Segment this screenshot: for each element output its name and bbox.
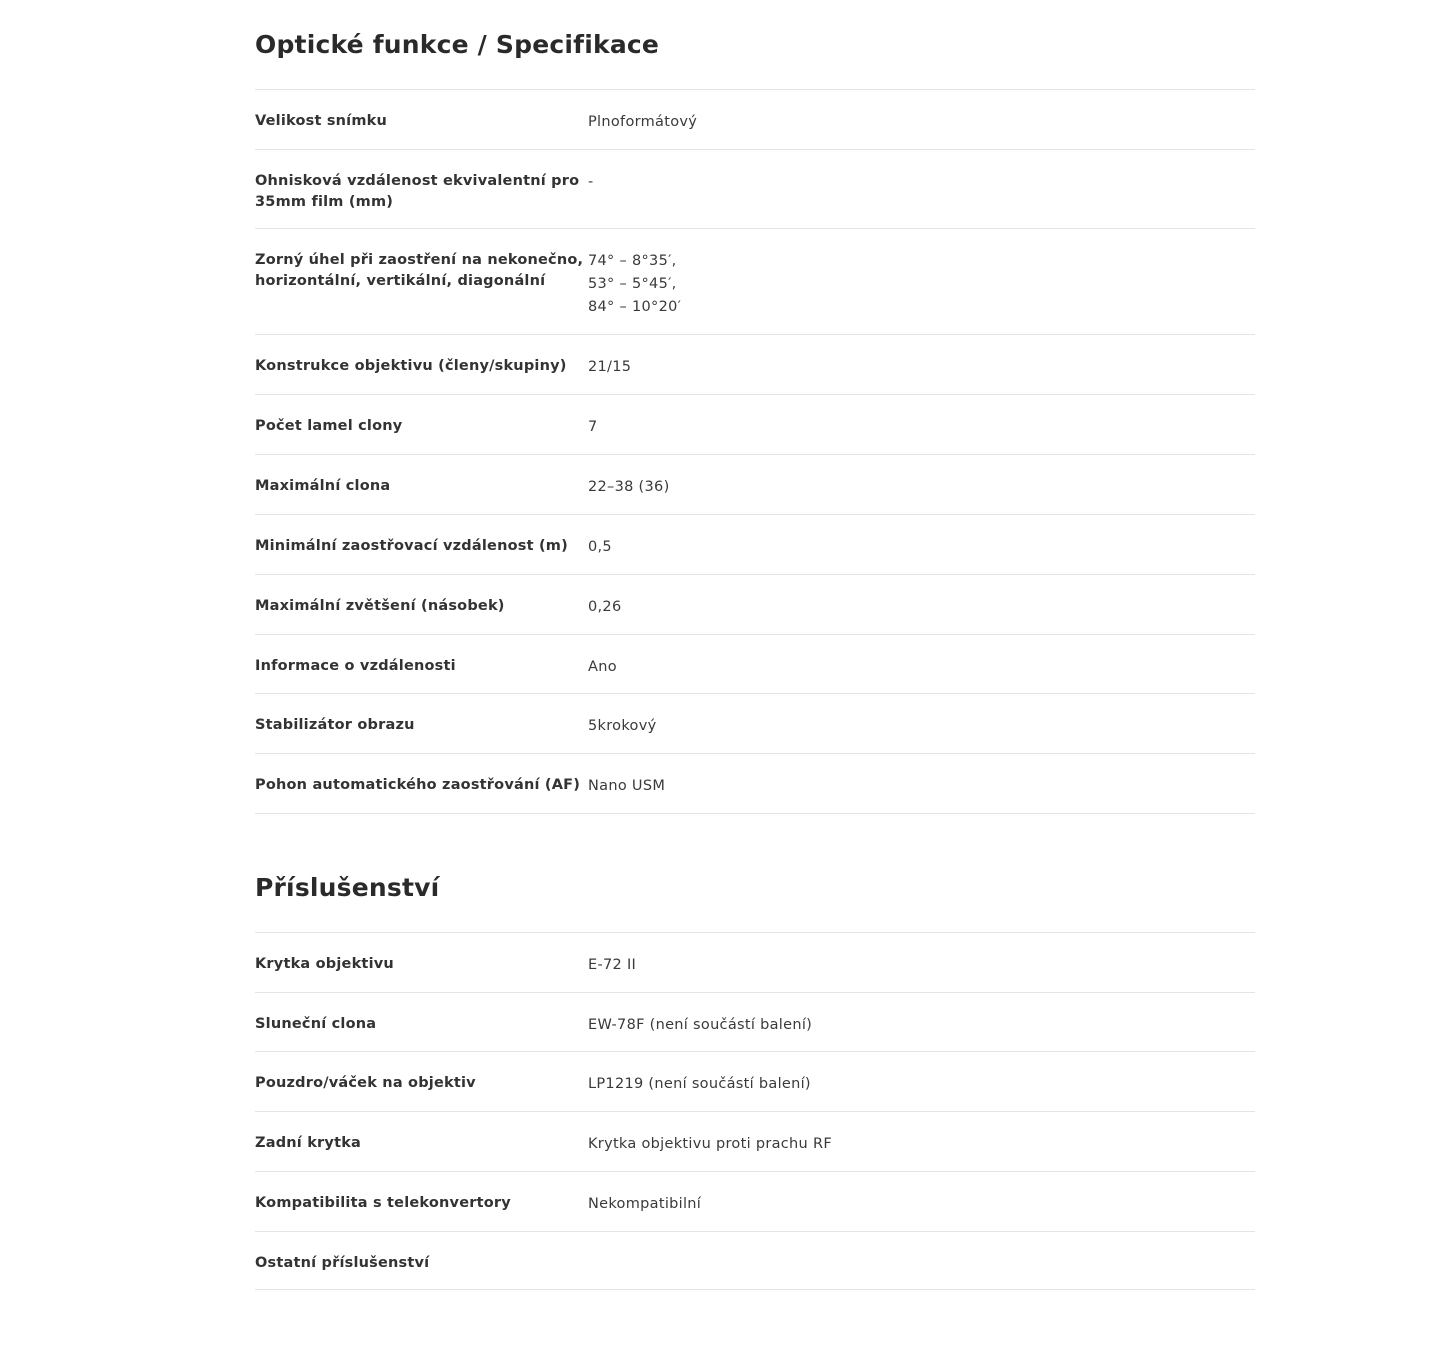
spec-label: Sluneční clona	[255, 1016, 377, 1032]
spec-label: Zorný úhel při zaostření na nekonečno, horizontální, vertikální, diagonální	[255, 252, 584, 289]
spec-value: Nano USM	[588, 778, 666, 794]
spec-row-image-stabilizer	[255, 694, 1255, 754]
spec-label: Ostatní příslušenství	[255, 1255, 430, 1271]
spec-value: 7	[588, 419, 598, 435]
spec-value: 0,26	[588, 599, 622, 615]
spec-label: Počet lamel clony	[255, 418, 403, 434]
spec-value: -	[588, 174, 594, 190]
spec-label: Krytka objektivu	[255, 956, 394, 972]
spec-value: 5krokový	[588, 718, 657, 734]
spec-row-rear-cap	[255, 1112, 1255, 1172]
spec-value: EW-78F (není součástí balení)	[588, 1017, 813, 1033]
spec-label: Ohnisková vzdálenost ekvivalentní pro 35mm film (mm)	[255, 173, 580, 210]
spec-value: Nekompatibilní	[588, 1196, 702, 1212]
spec-value	[588, 1253, 1255, 1289]
spec-value: Krytka objektivu proti prachu RF	[588, 1136, 832, 1152]
spec-label: Maximální clona	[255, 478, 391, 494]
spec-row-af-drive	[255, 754, 1255, 814]
spec-row-lens-construction	[255, 335, 1255, 395]
spec-row-other-accessories	[255, 1232, 1255, 1290]
spec-label: Stabilizátor obrazu	[255, 717, 415, 733]
spec-value: 74° – 8°35′, 53° – 5°45′, 84° – 10°20′	[588, 253, 682, 315]
spec-label: Minimální zaostřovací vzdálenost (m)	[255, 538, 568, 554]
spec-row-frame-size	[255, 90, 1255, 150]
spec-label: Pouzdro/váček na objektiv	[255, 1075, 476, 1091]
spec-value: Plnoformátový	[588, 114, 698, 130]
spec-label: Kompatibilita s telekonvertory	[255, 1195, 511, 1211]
section-title: Optické funkce / Specifikace	[255, 30, 660, 59]
spec-row-maximum-aperture	[255, 455, 1255, 515]
spec-row-distance-information	[255, 635, 1255, 694]
spec-row-lens-hood	[255, 993, 1255, 1052]
spec-value: 0,5	[588, 539, 612, 555]
spec-row-lens-cap	[255, 933, 1255, 993]
spec-row-minimum-focus-distance	[255, 515, 1255, 575]
spec-table	[255, 89, 1255, 814]
spec-row-teleconverter-compatibility	[255, 1172, 1255, 1232]
spec-value: 21/15	[588, 359, 632, 375]
spec-row-maximum-magnification	[255, 575, 1255, 635]
spec-label: Informace o vzdálenosti	[255, 658, 456, 674]
spec-label: Konstrukce objektivu (členy/skupiny)	[255, 358, 567, 374]
spec-value: Ano	[588, 659, 617, 675]
spec-row-lens-case	[255, 1052, 1255, 1112]
spec-value: E-72 II	[588, 957, 637, 973]
spec-value: LP1219 (není součástí balení)	[588, 1076, 811, 1092]
spec-table	[255, 932, 1255, 1290]
spec-row-angle-of-view	[255, 229, 1255, 335]
spec-value: 22–38 (36)	[588, 479, 670, 495]
spec-label: Maximální zvětšení (násobek)	[255, 598, 505, 614]
spec-row-equivalent-focal-length	[255, 150, 1255, 229]
spec-label: Pohon automatického zaostřování (AF)	[255, 777, 581, 793]
spec-label: Zadní krytka	[255, 1135, 362, 1151]
section-title: Příslušenství	[255, 873, 440, 902]
spec-label: Velikost snímku	[255, 113, 388, 129]
spec-row-aperture-blades	[255, 395, 1255, 455]
